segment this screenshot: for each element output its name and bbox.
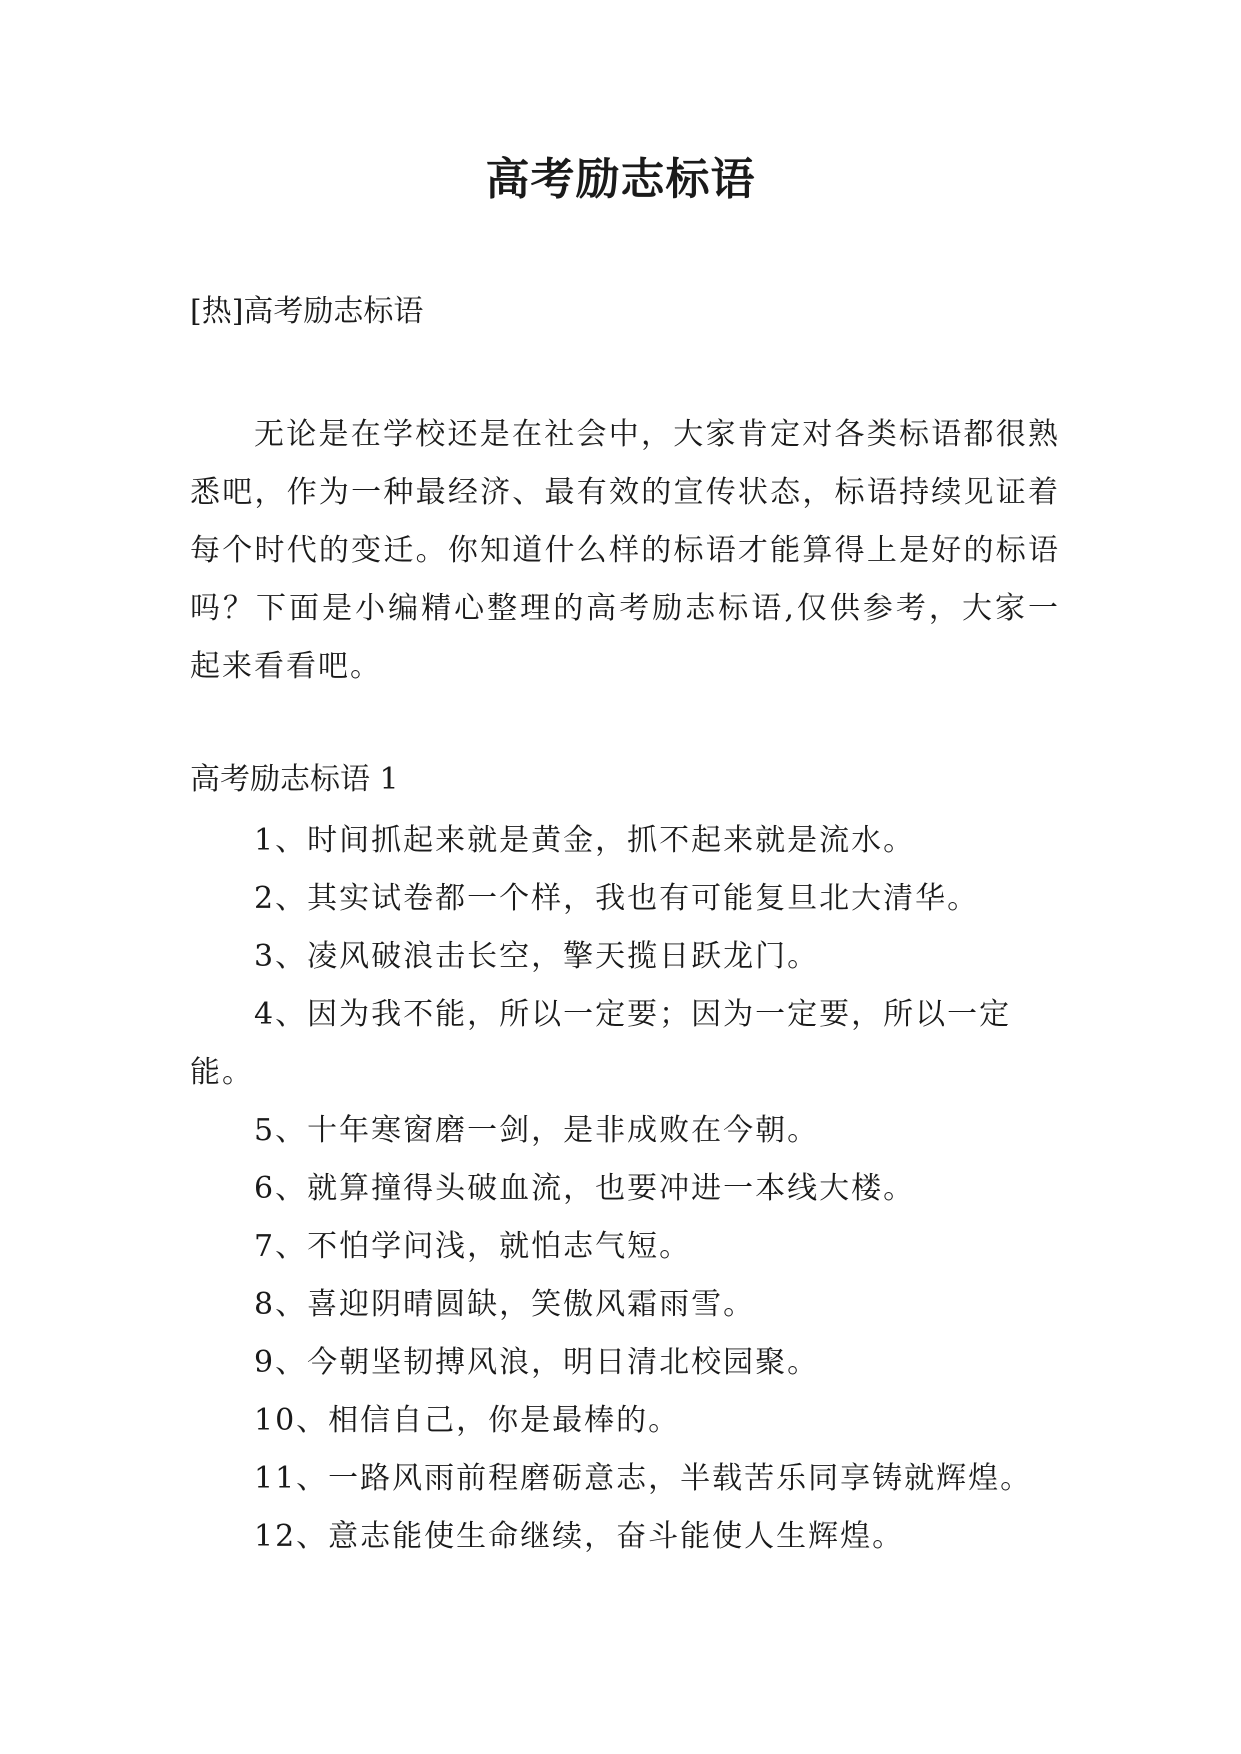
slogan-item: 3、凌风破浪击长空，擎天揽日跃龙门。: [254, 939, 820, 974]
slogan-item: 9、今朝坚韧搏风浪，明日清北校园聚。: [254, 1345, 820, 1380]
slogan-list: [190, 812, 1070, 1566]
section-heading: 高考励志标语 1: [190, 762, 399, 797]
slogan-item: 2、其实试卷都一个样，我也有可能复旦北大清华。: [254, 881, 980, 916]
document-subtitle: [热]高考励志标语: [190, 294, 424, 329]
slogan-item: 7、不怕学问浅，就怕志气短。: [254, 1229, 692, 1264]
document-title: 高考励志标语: [485, 154, 756, 205]
slogan-item: 4、因为我不能，所以一定要；因为一定要，所以一定能。: [190, 997, 1012, 1090]
slogan-item: 6、就算撞得头破血流，也要冲进一本线大楼。: [254, 1171, 916, 1206]
slogan-item: 10、相信自己，你是最棒的。: [254, 1403, 681, 1438]
slogan-item: 12、意志能使生命继续，奋斗能使人生辉煌。: [254, 1519, 905, 1554]
slogan-item: 1、时间抓起来就是黄金，抓不起来就是流水。: [254, 823, 916, 858]
slogan-item: 8、喜迎阴晴圆缺，笑傲风霜雨雪。: [254, 1287, 756, 1322]
slogan-item: 11、一路风雨前程磨砺意志，半载苦乐同享铸就辉煌。: [254, 1461, 1033, 1496]
intro-paragraph: 无论是在学校还是在社会中，大家肯定对各类标语都很熟悉吧，作为一种最经济、最有效的宣传状态，标语持续见证着每个时代的变迁。你知道什么样的标语才能算得上是好的标语吗？下面是小编精心整理的高考励志标语,仅供参考，大家一起来看看吧。: [190, 417, 1060, 684]
slogan-item: 5、十年寒窗磨一剑，是非成败在今朝。: [254, 1113, 820, 1148]
